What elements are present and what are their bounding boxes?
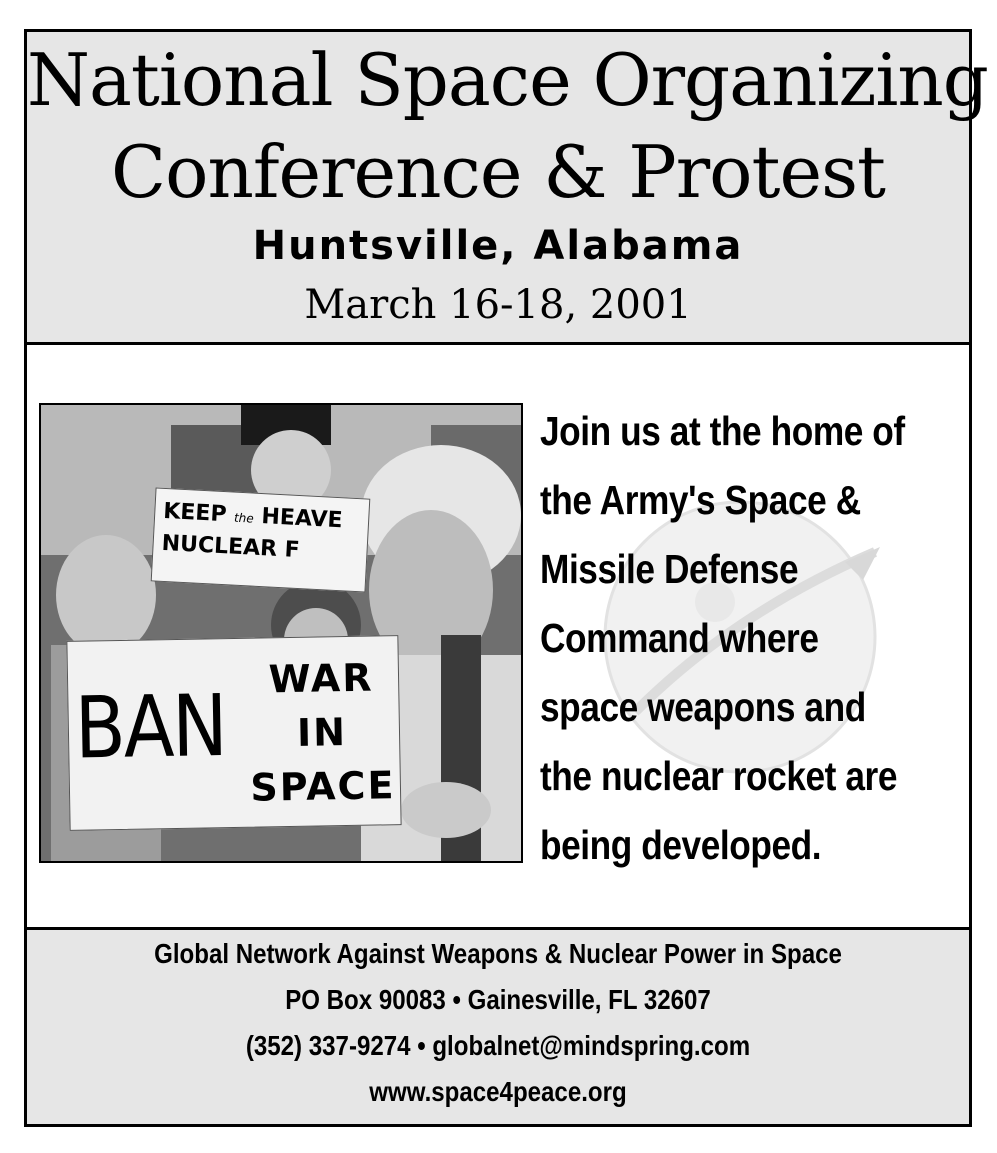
sign-space-line: SPACE	[250, 763, 396, 810]
flyer-header	[27, 32, 988, 345]
title-line-1: National Space Organizing	[27, 38, 988, 122]
blurb-line: Join us at the home of	[540, 408, 905, 454]
sign-war-line: WAR	[268, 655, 374, 702]
organization-name: Global Network Against Weapons & Nuclear Power in Space	[154, 938, 842, 969]
sign-the-text: the	[233, 510, 255, 526]
event-dates: March 16-18, 2001	[304, 282, 692, 328]
keep-heaven-sign	[151, 487, 371, 592]
flyer-frame	[24, 29, 988, 1127]
blurb-line: space weapons and	[540, 684, 866, 730]
phone-email[interactable]: (352) 337-9274 • globalnet@mindspring.com	[245, 1030, 751, 1061]
ban-war-in-space-sign	[66, 635, 401, 831]
sign-war-text	[246, 650, 399, 815]
blurb-line: Command where	[540, 615, 819, 661]
website-link[interactable]: www.space4peace.org	[369, 1076, 627, 1107]
mailing-address: PO Box 90083 • Gainesville, FL 32607	[285, 984, 711, 1015]
blurb-line: the Army's Space &	[540, 477, 861, 523]
blurb-line: being developed.	[540, 822, 822, 868]
sign-keep-text: KEEP	[162, 498, 228, 528]
event-location: Huntsville, Alabama	[252, 223, 744, 269]
blurb-line: the nuclear rocket are	[540, 753, 898, 799]
contact-footer	[27, 927, 969, 1124]
protest-photo	[39, 403, 523, 863]
sign-nuclear-text: NUCLEAR F	[161, 530, 301, 564]
flyer-body	[27, 345, 969, 927]
title-line-2: Conference & Protest	[111, 130, 885, 214]
sign-ban-text: BAN	[74, 676, 227, 779]
sign-in-line: IN	[296, 710, 348, 755]
sign-heaven-text: HEAVE	[260, 504, 344, 534]
invitation-text	[540, 397, 960, 880]
blurb-line: Missile Defense	[540, 546, 799, 592]
